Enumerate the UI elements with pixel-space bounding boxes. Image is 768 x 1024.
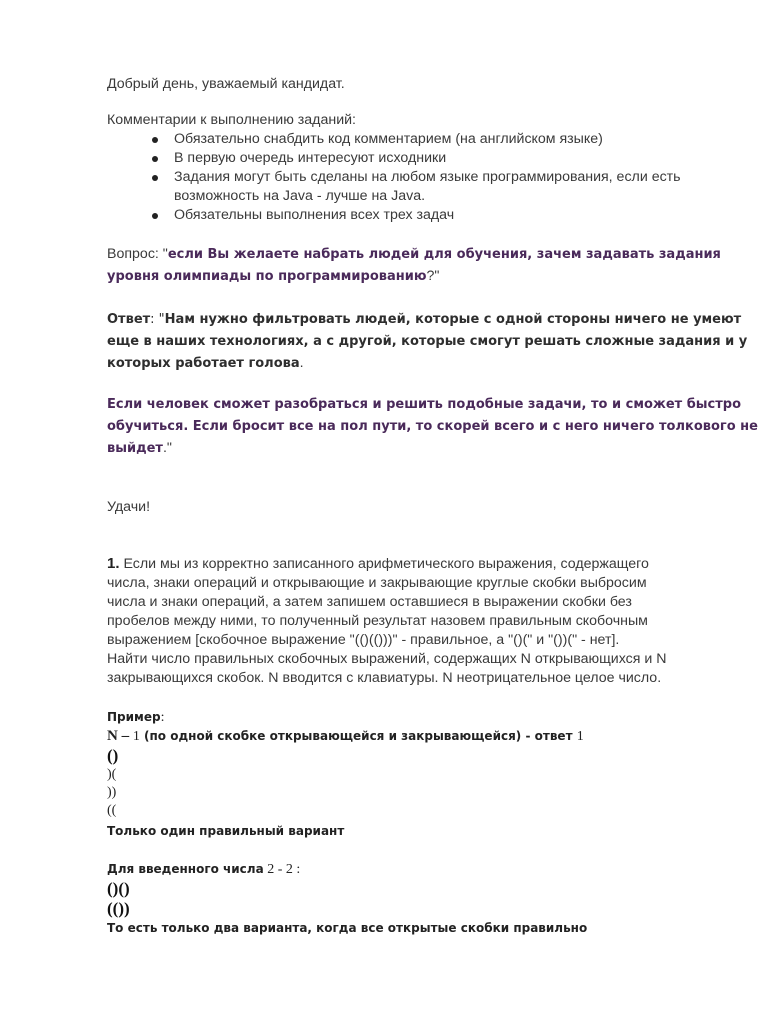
task-1-line: Найти число правильных скобочных выражений, содержащих N открывающихся и N (107, 651, 667, 667)
question-suffix: ?" (426, 268, 440, 284)
greeting: Добрый день, уважаемый кандидат. (107, 76, 345, 92)
answer-text: - ответ (521, 729, 577, 743)
answer-line-3-end: . (299, 355, 304, 371)
answer2-line-3a: выйдет (107, 441, 163, 456)
answer2-line-3b: ." (162, 440, 172, 456)
bullet-icon (152, 137, 158, 143)
n-label: N – (107, 728, 133, 744)
question-line-1: если Вы желаете набрать людей для обучения, зачем задавать задания (167, 247, 721, 262)
comments-list (148, 130, 748, 225)
answer-label: Ответ (107, 312, 151, 327)
list-item: В первую очередь интересуют исходники (148, 149, 748, 168)
comments-heading: Комментарии к выполнению заданий: (107, 112, 356, 128)
question-line-2: уровня олимпиады по программированию (107, 269, 427, 284)
task-1-line: выражением [скобочное выражение "(()(()))" - правильное, а "()(" и "())(" - нет]. (107, 632, 620, 648)
answer-continued-block (107, 394, 758, 460)
n-desc: (по одной скобке открывающейся и закрывающейся) (139, 729, 522, 743)
answer-block: Ответ: "Нам нужно фильтровать людей, которые с одной стороны ничего не умеют еще в наших технологиях, а с другой, которые смогут решать сложные задания и у которых работает голова. (107, 312, 748, 371)
task-1-number: 1. (107, 555, 120, 572)
task-1-line: Если мы из корректно записанного арифметического выражения, содержащего (119, 556, 649, 572)
task-1 (107, 554, 666, 688)
task-1-line: закрывающихся скобок. N вводится с клавиатуры. N неотрицательное целое число. (107, 670, 662, 686)
answer2-line-1: Если человек сможет разобраться и решить подобные задачи, то и сможет быстро (107, 397, 742, 412)
variant: (( (107, 803, 117, 818)
conclusion-text: То есть только два варианта, когда все открытые скобки правильно (107, 921, 588, 935)
example-block (107, 708, 584, 840)
variant: )) (107, 785, 117, 800)
list-item: Обязательны выполнения всех трех задач (148, 206, 748, 225)
variant-correct: ()() (107, 879, 130, 898)
list-item: Задания могут быть сделаны на любом языке программирования, если есть возможность на Java - лучше на Java. (148, 168, 748, 206)
only-one-text: Только один правильный вариант (107, 824, 345, 838)
for-entered-label: Для введенного числа (107, 862, 264, 876)
answer-line-2: еще в наших технологиях, а с другой, которые смогут решать сложные задания и у (107, 334, 748, 349)
variant-correct: () (107, 746, 119, 765)
bullet-icon (152, 156, 158, 162)
task-1-line: числа, знаки операций и открывающие и закрывающие круглые скобки выбросим (107, 575, 647, 591)
answer-line-3: которых работает голова (107, 356, 300, 371)
variant: )( (107, 767, 117, 782)
question-block (107, 244, 721, 288)
variant-correct: (()) (107, 899, 130, 918)
task-1-line: числа и знаки операций, а затем запишем оставшиеся в выражении скобки без (107, 594, 632, 610)
bullet-icon (152, 213, 158, 219)
answer-value: 1 (576, 729, 584, 744)
answer2-line-2a: обучиться (107, 419, 184, 434)
good-luck: Удачи! (107, 499, 151, 515)
bullet-icon (152, 175, 158, 181)
answer-line-1: Нам нужно фильтровать людей, которые с одной стороны ничего не умеют (164, 312, 742, 327)
answer2-line-2b: . Если бросит все на пол пути, то скорей всего и с него ничего толкового не (183, 419, 758, 434)
example-colon: : (160, 710, 165, 725)
task-1-line: пробелов между ними, то полученный результат назовем правильным скобочным (107, 613, 648, 629)
list-item: Обязательно снабдить код комментарием (на английском языке) (148, 130, 748, 149)
example-label: Пример (107, 710, 161, 724)
for-entered-value: 2 - 2 : (263, 862, 301, 877)
n-value: 1 (132, 729, 140, 744)
example-2-block (107, 860, 587, 937)
question-prefix: Вопрос: " (107, 246, 168, 262)
